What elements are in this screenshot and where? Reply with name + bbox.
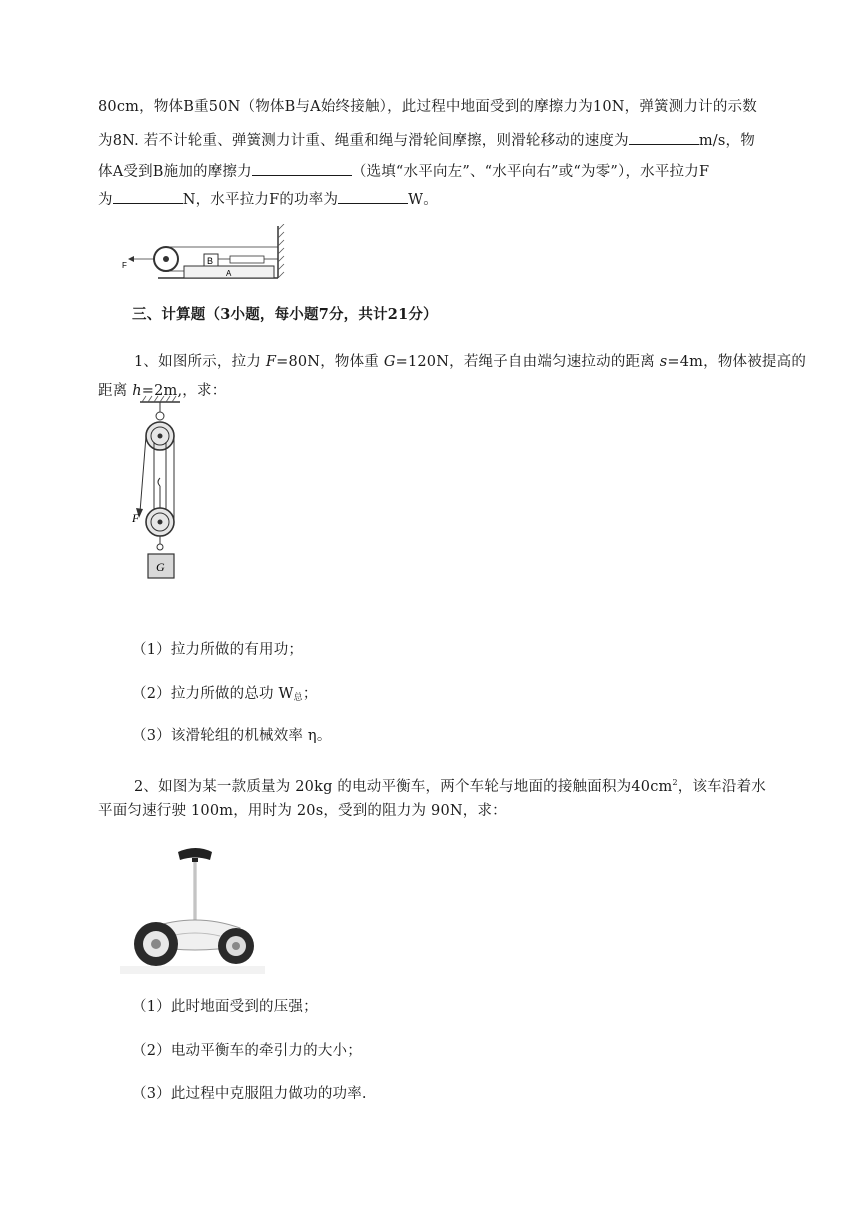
problem-text: =2m,，求：	[141, 383, 227, 399]
var-f: F	[265, 354, 277, 370]
answer-blank-speed[interactable]	[629, 129, 699, 145]
block-b-label: B	[207, 256, 214, 266]
section-heading	[132, 305, 438, 325]
problem1-question-1	[132, 640, 303, 660]
superscript: 2	[672, 778, 678, 787]
section-heading-text: 三、计算题（3小题，每小题7分，共计21分）	[132, 306, 438, 323]
pulley-system-figure	[126, 394, 196, 586]
problem2-question-2	[132, 1041, 362, 1061]
question-text: （2）电动平衡车的牵引力的大小；	[132, 1043, 362, 1059]
problem-text: 距离	[98, 383, 133, 399]
problem2-question-1	[132, 997, 318, 1017]
problem2-question-3	[132, 1084, 367, 1104]
subscript: 总	[293, 693, 303, 703]
pulley-blocks-figure	[118, 224, 288, 284]
question-text: （3）此过程中克服阻力做功的功率.	[132, 1086, 367, 1102]
var-h: h	[132, 383, 142, 399]
problem1-question-3	[132, 726, 332, 746]
question-text-line-4	[98, 188, 438, 210]
problem-text: =4m，物体被提高的	[667, 354, 807, 370]
problem-text: ，该车沿着水	[677, 779, 766, 795]
answer-blank-friction-direction[interactable]	[252, 160, 352, 176]
force-label: F	[132, 511, 140, 525]
question-text: （3）该滑轮组的机械效率 η。	[132, 728, 332, 744]
question-text: 为	[98, 192, 113, 208]
block-a-label: A	[226, 269, 232, 278]
problem-text: =80N，物体重	[276, 354, 384, 370]
question-text: （1）拉力所做的有用功；	[132, 642, 304, 658]
question-text-line-3	[98, 160, 709, 182]
question-text-line-1	[98, 97, 757, 117]
var-s: s	[659, 354, 668, 370]
question-text: ；	[302, 686, 318, 702]
problem2-line-1	[134, 773, 766, 797]
question-text-line-2	[98, 129, 755, 151]
problem1-line-1	[134, 352, 806, 372]
problem-text: 平面匀速行驶 100m，用时为 20s，受到的阻力为 90N，求：	[98, 803, 507, 819]
problem-text: 2、如图为某一款质量为 20kg 的电动平衡车，两个车轮与地面的接触面积为40cm	[134, 779, 673, 795]
problem-text: 1、如图所示，拉力	[134, 354, 266, 370]
question-text: 为8N. 若不计轮重、弹簧测力计重、绳重和绳与滑轮间摩擦，则滑轮移动的速度为	[98, 133, 629, 149]
problem-text: =120N，若绳子自由端匀速拉动的距离	[395, 354, 660, 370]
answer-blank-force[interactable]	[113, 188, 183, 204]
question-text: （选填“水平向左”、“水平向右”或“为零”），水平拉力F	[351, 164, 710, 180]
problem1-question-2	[132, 684, 318, 708]
var-g: G	[383, 354, 396, 370]
question-text: （1）此时地面受到的压强；	[132, 999, 318, 1015]
question-text: m/s，物	[698, 133, 755, 149]
balance-scooter-image	[120, 838, 265, 976]
problem2-line-2	[98, 801, 507, 821]
answer-blank-power[interactable]	[338, 188, 408, 204]
weight-label: G	[156, 560, 165, 574]
question-text: 80cm，物体B重50N（物体B与A始终接触），此过程中地面受到的摩擦力为10N，弹簧测力计的示数	[98, 99, 757, 115]
question-text: （2）拉力所做的总功 W	[132, 686, 294, 702]
question-text: W。	[408, 192, 438, 208]
question-text: N，水平拉力F的功率为	[182, 192, 339, 208]
force-label: F	[122, 261, 127, 270]
question-text: 体A受到B施加的摩擦力	[98, 164, 252, 180]
